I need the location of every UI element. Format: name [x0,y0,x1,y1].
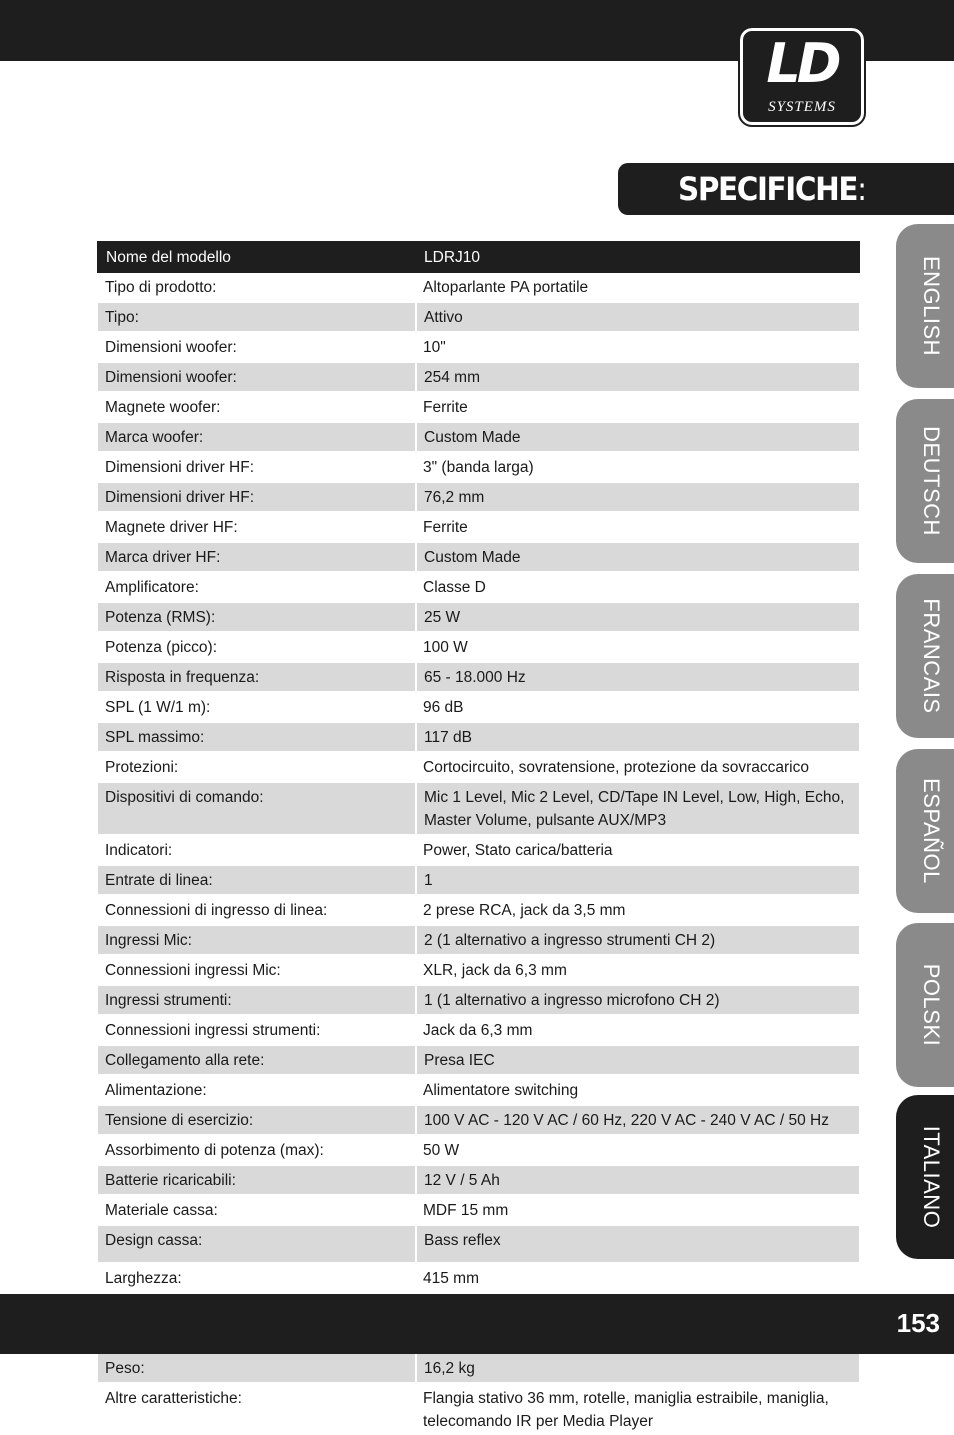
table-row [98,512,859,542]
spec-value: 2 prese RCA, jack da 3,5 mm [423,902,626,919]
spec-label: Dimensioni driver HF: [98,482,416,512]
header-label: Nome del modello [98,242,416,272]
table-row [98,835,859,865]
spec-value: Mic 1 Level, Mic 2 Level, CD/Tape IN Level, Low, High, Echo, Master Volume, pulsante AUX/MP3 [416,782,859,835]
table-row [98,1045,859,1075]
ld-systems-logo [740,28,864,125]
spec-value: 50 W [423,1142,460,1159]
spec-value: 3" (banda larga) [423,459,534,476]
spec-label: Dimensioni woofer: [105,339,237,356]
table-row [98,1353,859,1383]
page-title-text: SPECIFICHE [678,170,858,208]
spec-label: Batterie ricaricabili: [98,1165,416,1195]
table-row [98,1105,859,1135]
spec-label: Ingressi Mic: [98,925,416,955]
table-row [98,752,859,782]
spec-value: Presa IEC [416,1045,859,1075]
spec-label: Ingressi strumenti: [98,985,416,1015]
spec-value: 65 - 18.000 Hz [416,662,859,692]
spec-label: Magnete woofer: [105,399,221,416]
spec-label: Risposta in frequenza: [98,662,416,692]
tab-label: FRANCAIS [919,598,944,714]
tab-english[interactable] [896,224,954,388]
spec-value: 100 V AC - 120 V AC / 60 Hz, 220 V AC - 240 V AC / 50 Hz [416,1105,859,1135]
table-row [98,1383,859,1435]
table-row [98,1263,859,1293]
spec-value: 10" [423,339,446,356]
title-bar [618,163,954,215]
spec-label: SPL (1 W/1 m): [105,699,211,716]
spec-label: Dimensioni woofer: [98,362,416,392]
page-number: 153 [896,1308,940,1338]
spec-value: 1 (1 alternativo a ingresso microfono CH 2) [416,985,859,1015]
spec-value: 12 V / 5 Ah [416,1165,859,1195]
spec-label: Dimensioni driver HF: [105,459,255,476]
table-row [98,632,859,662]
spec-label: Peso: [98,1353,416,1383]
spec-value: Ferrite [423,519,468,536]
tab-label: ENGLISH [919,255,944,357]
spec-value: Flangia stativo 36 mm, rotelle, maniglia estraibile, maniglia, telecomando IR per Media Player [423,1390,829,1430]
spec-value: Cortocircuito, sovratensione, protezione da sovraccarico [423,759,809,776]
spec-label: Connessioni ingressi strumenti: [105,1022,321,1039]
spec-value: Alimentatore switching [423,1082,579,1099]
spec-value: 254 mm [416,362,859,392]
spec-value: Ferrite [423,399,468,416]
table-row [98,1165,859,1195]
spec-label: Tensione di esercizio: [98,1105,416,1135]
spec-value: Altoparlante PA portatile [423,279,589,296]
table-row [98,482,859,512]
tab-francais[interactable] [896,574,954,738]
spec-label: Collegamento alla rete: [98,1045,416,1075]
page-title-colon: : [857,170,866,208]
table-row [98,985,859,1015]
spec-label: Assorbimento di potenza (max): [105,1142,324,1159]
table-row [98,1195,859,1225]
tab-italiano[interactable] [896,1095,954,1259]
spec-label: Tipo: [98,302,416,332]
table-row [98,302,859,332]
spec-label: Connessioni di ingresso di linea: [105,902,328,919]
spec-value: Classe D [423,579,486,596]
table-row [98,392,859,422]
spec-label: Magnete driver HF: [105,519,238,536]
spec-label: Connessioni ingressi Mic: [105,962,281,979]
spec-value: Power, Stato carica/batteria [423,842,613,859]
spec-label: Materiale cassa: [105,1202,218,1219]
spec-value: 1 [416,865,859,895]
spec-label: Marca driver HF: [98,542,416,572]
table-row [98,662,859,692]
page-title [678,167,866,211]
tab-label: DEUTSCH [919,426,944,536]
spec-value: 100 W [423,639,468,656]
spec-value: 16,2 kg [416,1353,859,1383]
spec-label: Design cassa: [98,1225,416,1263]
spec-value: 117 dB [416,722,859,752]
tab-deutsch[interactable] [896,399,954,563]
tab-label: POLSKI [919,963,944,1047]
table-row [98,422,859,452]
table-row [98,895,859,925]
spec-value: MDF 15 mm [423,1202,509,1219]
spec-label: SPL massimo: [98,722,416,752]
table-row [98,1075,859,1105]
spec-label: Amplificatore: [105,579,199,596]
header-value: LDRJ10 [416,242,859,272]
spec-value: 25 W [416,602,859,632]
spec-label: Alimentazione: [105,1082,207,1099]
specs-table [97,241,860,1435]
table-row [98,452,859,482]
spec-value: Attivo [416,302,859,332]
table-row [98,572,859,602]
tab-espaol[interactable] [896,749,954,913]
spec-value: Jack da 6,3 mm [423,1022,533,1039]
spec-value: Bass reflex [416,1225,859,1263]
spec-label: Dispositivi di comando: [98,782,416,835]
spec-label: Protezioni: [105,759,179,776]
table-row [98,332,859,362]
table-row [98,955,859,985]
spec-value: XLR, jack da 6,3 mm [423,962,567,979]
tab-polski[interactable] [896,923,954,1087]
spec-label: Potenza (RMS): [98,602,416,632]
logo-subtitle: SYSTEMS [768,99,836,115]
table-header-row [98,242,859,272]
spec-value: 96 dB [423,699,464,716]
spec-value: 2 (1 alternativo a ingresso strumenti CH 2) [416,925,859,955]
spec-label: Larghezza: [105,1270,182,1287]
table-row [98,692,859,722]
spec-label: Potenza (picco): [105,639,217,656]
table-row [98,925,859,955]
table-row [98,602,859,632]
table-row [98,1135,859,1165]
table-row [98,362,859,392]
logo-mark: LD [766,32,838,95]
spec-value: 415 mm [423,1270,479,1287]
table-row [98,722,859,752]
spec-label: Indicatori: [105,842,173,859]
tab-label: ESPAÑOL [919,778,944,884]
table-row [98,272,859,302]
spec-value: Custom Made [416,422,859,452]
table-row [98,1015,859,1045]
table-row [98,782,859,835]
table-row [98,1225,859,1263]
spec-label: Marca woofer: [98,422,416,452]
spec-label: Entrate di linea: [98,865,416,895]
table-row [98,865,859,895]
spec-value: 76,2 mm [416,482,859,512]
table-row [98,542,859,572]
bottom-bar [0,1294,954,1354]
spec-value: Custom Made [416,542,859,572]
tab-label: ITALIANO [919,1125,944,1229]
spec-label: Tipo di prodotto: [105,279,217,296]
spec-label: Altre caratteristiche: [105,1390,242,1407]
